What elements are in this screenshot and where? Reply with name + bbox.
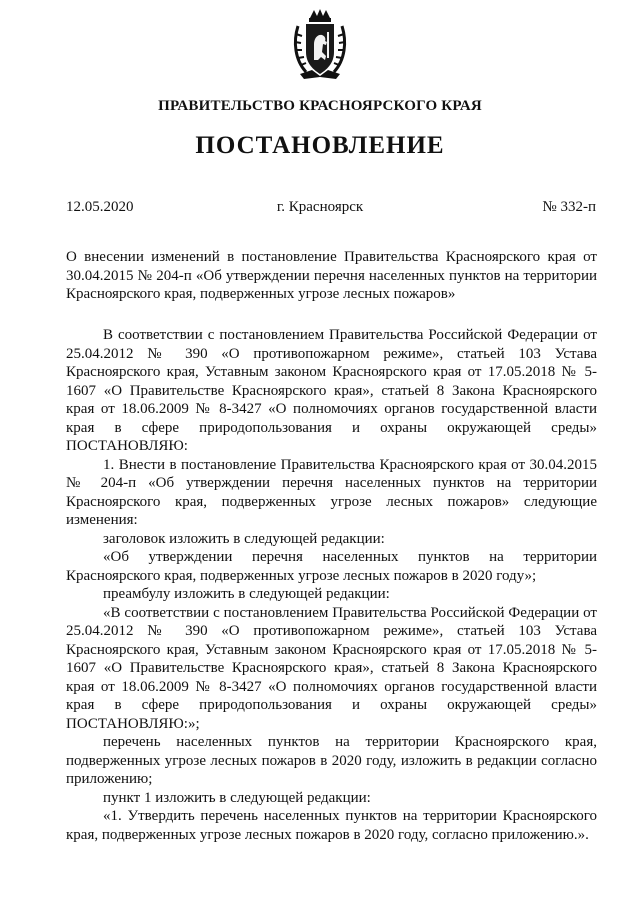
body-paragraph: «В соответствии с постановлением Правительства Российской Федерации от 25.04.2012 № 390 «О противопожарном режиме», статьей 103 Устава Красноярского края, Уставным законом Красноярского края от 17.05.2018 № 5-1607 «О Правительстве Красноярского края», статьей 8 Закона Красноярского края от 18.06.2009 № 8-3427 «О полномочиях органов государственной власти края в сфере природопользования и охраны окружающей среды» ПОСТАНОВЛЯЮ:»; [66,604,597,732]
body-paragraph: заголовок изложить в следующей редакции: [103,530,385,547]
coat-of-arms-icon [292,8,348,80]
body-paragraph: «Об утверждении перечня населенных пунктов на территории Красноярского края, подверженных угрозе лесных пожаров в 2020 году»; [66,549,597,584]
preamble-paragraph: В соответствии с постановлением Правительства Российской Федерации от 25.04.2012 № 390 «О противопожарном режиме», статьей 103 Устава Красноярского края, Уставным законом Красноярского края от 17.05.2018 № 5-1607 «О Правительстве Красноярского края», статьей 8 Закона Красноярского края от 18.06.2009 № 8-3427 «О полномочиях органов государственной власти края в сфере природопользования и охраны окружающей среды» ПОСТАНОВЛЯЮ: [66,327,597,454]
body-paragraph: 1. Внести в постановление Правительства Красноярского края от 30.04.2015 № 204-п «Об утверждении перечня населенных пунктов на территории Красноярского края, подверженных угрозе лесных пожаров» следующие изменения: [66,456,597,528]
document-type-title: ПОСТАНОВЛЕНИЕ [195,132,445,159]
body-paragraph: «1. Утвердить перечень населенных пунктов на территории Красноярского края, подверженных угрозе лесных пожаров в 2020 году, согласно приложению.». [66,808,597,843]
document-subject: О внесении изменений в постановление Правительства Красноярского края от 30.04.2015 № 204-п «Об утверждении перечня населенных пунктов на территории Красноярского края, подверженных угрозе лесных пожаров» [66,249,597,302]
document-city: г. Красноярск [276,199,364,215]
body-paragraph: преамбулу изложить в следующей редакции: [103,586,390,602]
document-date: 12.05.2020 [66,199,134,215]
body-paragraph: пункт 1 изложить в следующей редакции: [103,789,371,806]
document-number: № 332-п [542,199,596,215]
document-body [66,326,597,844]
government-title: ПРАВИТЕЛЬСТВО КРАСНОЯРСКОГО КРАЯ [158,98,482,114]
body-paragraph: перечень населенных пунктов на территории Красноярского края, подверженных угрозе лесных пожаров в 2020 году, изложить в редакции согласно приложению; [66,734,597,787]
